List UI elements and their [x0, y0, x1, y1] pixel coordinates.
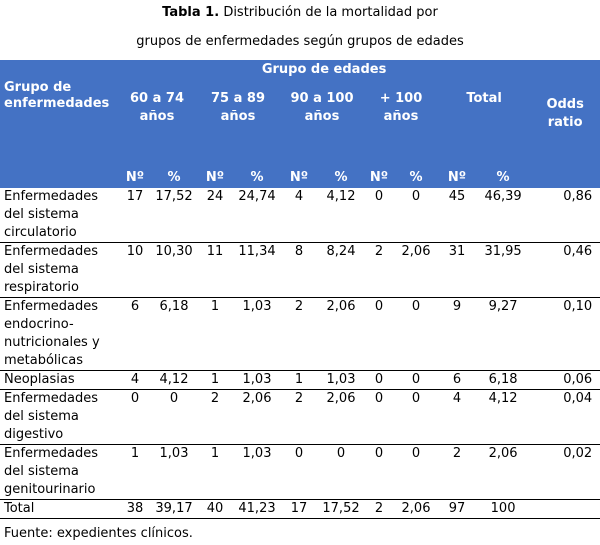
cell-percent: 2,06	[488, 446, 518, 461]
cell-count: 17	[290, 501, 308, 516]
cell-count: 4	[294, 189, 304, 204]
cell-count: 2	[374, 244, 384, 259]
cell-count: 2	[452, 446, 462, 461]
cell-percent: 4,12	[159, 372, 189, 387]
cell-count: 38	[126, 501, 144, 516]
cell-odds-ratio: 0,04	[563, 391, 593, 406]
table-row	[0, 445, 600, 500]
table-row	[0, 390, 600, 445]
cell-percent: 31,95	[484, 244, 522, 259]
header-age-60-74: 60 a 74 años	[118, 84, 196, 166]
header-n: Nº	[438, 166, 476, 188]
row-disease-group: Enfermedades del sistema digestivo	[4, 391, 99, 442]
cell-count: 1	[130, 446, 140, 461]
header-odds: Odds ratio	[530, 60, 600, 166]
header-group-col: Grupo de enfermedades	[0, 60, 118, 166]
cell-percent: 10,30	[155, 244, 193, 259]
cell-count: 10	[126, 244, 144, 259]
cell-percent: 6,18	[159, 299, 189, 314]
caption-line-2: grupos de enfermedades según grupos de edades	[136, 34, 464, 49]
cell-count: 0	[374, 391, 384, 406]
table-row	[0, 188, 600, 243]
header-n: Nº	[196, 166, 234, 188]
cell-percent: 2,06	[401, 244, 431, 259]
cell-count: 0	[374, 372, 384, 387]
cell-percent: 100	[490, 501, 516, 516]
row-disease-group: Enfermedades endocrino- nutricionales y metabólicas	[4, 299, 100, 368]
header-n: Nº	[118, 166, 152, 188]
table-row	[0, 500, 600, 519]
cell-count: 40	[206, 501, 224, 516]
cell-percent: 1,03	[242, 446, 272, 461]
cell-percent: 0	[169, 391, 179, 406]
header-pct: %	[234, 166, 280, 188]
cell-percent: 2,06	[326, 391, 356, 406]
cell-percent: 39,17	[155, 501, 193, 516]
cell-count: 0	[374, 299, 384, 314]
cell-count: 1	[210, 372, 220, 387]
table-header	[0, 60, 600, 188]
cell-percent: 0	[411, 299, 421, 314]
caption-line-1	[0, 4, 600, 22]
header-pct: %	[152, 166, 196, 188]
cell-odds-ratio: 0,06	[563, 372, 593, 387]
cell-count: 17	[126, 189, 144, 204]
cell-percent: 11,34	[238, 244, 276, 259]
cell-odds-ratio: 0,02	[563, 446, 593, 461]
cell-odds-ratio: 0,46	[563, 244, 593, 259]
cell-count: 6	[130, 299, 140, 314]
cell-count: 4	[452, 391, 462, 406]
cell-percent: 6,18	[488, 372, 518, 387]
cell-percent: 2,06	[326, 299, 356, 314]
cell-percent: 17,52	[155, 189, 193, 204]
cell-count: 2	[210, 391, 220, 406]
table-row	[0, 243, 600, 298]
cell-count: 45	[448, 189, 466, 204]
cell-count: 4	[130, 372, 140, 387]
cell-count: 24	[206, 189, 224, 204]
cell-count: 11	[206, 244, 224, 259]
cell-percent: 17,52	[322, 501, 360, 516]
cell-percent: 0	[336, 446, 346, 461]
caption-text-1: Distribución de la mortalidad por	[223, 5, 438, 20]
header-age-90-100: 90 a 100 años	[280, 84, 364, 166]
cell-percent: 24,74	[238, 189, 276, 204]
table-row	[0, 371, 600, 390]
header-n: Nº	[364, 166, 394, 188]
table-source: Fuente: expedientes clínicos.	[4, 526, 193, 541]
header-pct: %	[318, 166, 364, 188]
header-age-groups-title: Grupo de edades	[118, 60, 530, 84]
cell-count: 97	[448, 501, 466, 516]
cell-percent: 1,03	[242, 372, 272, 387]
cell-count: 1	[294, 372, 304, 387]
header-empty	[530, 166, 600, 188]
row-disease-group: Enfermedades del sistema respiratorio	[4, 244, 99, 295]
cell-count: 31	[448, 244, 466, 259]
cell-count: 0	[130, 391, 140, 406]
row-disease-group: Enfermedades del sistema circulatorio	[4, 189, 99, 240]
cell-percent: 2,06	[242, 391, 272, 406]
mortality-table	[0, 60, 600, 519]
cell-percent: 1,03	[326, 372, 356, 387]
cell-count: 2	[294, 299, 304, 314]
header-age-75-89: 75 a 89 años	[196, 84, 280, 166]
cell-percent: 0	[411, 446, 421, 461]
cell-percent: 9,27	[488, 299, 518, 314]
cell-percent: 0	[411, 391, 421, 406]
cell-count: 6	[452, 372, 462, 387]
cell-odds-ratio: 0,10	[563, 299, 593, 314]
header-n: Nº	[280, 166, 318, 188]
cell-percent: 41,23	[238, 501, 276, 516]
row-disease-group: Enfermedades del sistema genitourinario	[4, 446, 99, 497]
cell-percent: 8,24	[326, 244, 356, 259]
cell-odds-ratio: 0,86	[563, 189, 593, 204]
cell-percent: 1,03	[159, 446, 189, 461]
cell-count: 2	[294, 391, 304, 406]
cell-percent: 0	[411, 189, 421, 204]
cell-percent: 4,12	[488, 391, 518, 406]
cell-percent: 4,12	[326, 189, 356, 204]
cell-count: 9	[452, 299, 462, 314]
caption-label: Tabla 1.	[162, 5, 220, 20]
table-body	[0, 188, 600, 519]
cell-count: 1	[210, 446, 220, 461]
row-disease-group: Neoplasias	[4, 372, 75, 387]
cell-count: 2	[374, 501, 384, 516]
header-pct: %	[476, 166, 530, 188]
row-disease-group: Total	[4, 501, 35, 516]
cell-count: 1	[210, 299, 220, 314]
table-row	[0, 298, 600, 371]
cell-percent: 46,39	[484, 189, 522, 204]
cell-percent: 1,03	[242, 299, 272, 314]
header-age-100-plus: + 100 años	[364, 84, 438, 166]
header-empty	[0, 166, 118, 188]
header-total: Total	[438, 84, 530, 166]
cell-odds-ratio	[530, 500, 600, 519]
cell-count: 0	[374, 446, 384, 461]
cell-count: 8	[294, 244, 304, 259]
cell-percent: 0	[411, 372, 421, 387]
cell-count: 0	[294, 446, 304, 461]
cell-count: 0	[374, 189, 384, 204]
header-pct: %	[394, 166, 438, 188]
cell-percent: 2,06	[401, 501, 431, 516]
